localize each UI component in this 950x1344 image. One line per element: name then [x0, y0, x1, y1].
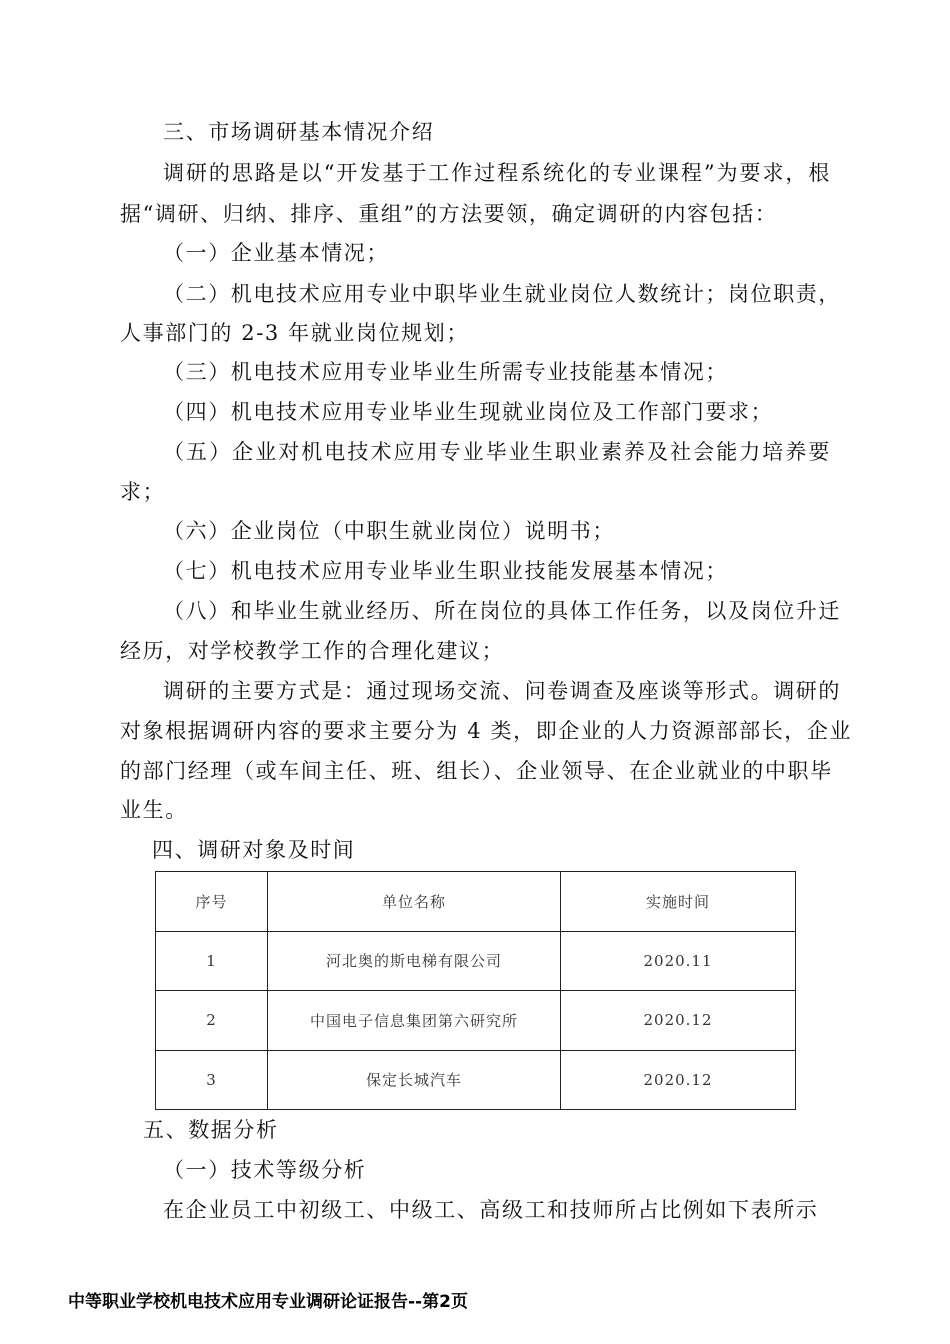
content-item-3: （三）机电技术应用专业毕业生所需专业技能基本情况； — [163, 360, 728, 384]
row-unit-name: 河北奥的斯电梯有限公司 — [268, 931, 561, 991]
row-index: 3 — [156, 1050, 268, 1110]
method-line-4: 业生。 — [120, 798, 188, 822]
row-index: 1 — [156, 931, 268, 991]
section5-subheading: （一）技术等级分析 — [163, 1158, 367, 1182]
row-unit-name: 保定长城汽车 — [268, 1050, 561, 1110]
row-date: 2020.12 — [561, 1050, 796, 1110]
content-item-2: （二）机电技术应用专业中职毕业生就业岗位人数统计；岗位职责， — [163, 282, 841, 306]
content-item-4: （四）机电技术应用专业毕业生现就业岗位及工作部门要求； — [163, 400, 774, 424]
content-item-2-cont: 人事部门的 2-3 年就业岗位规划； — [120, 321, 469, 345]
intro-line-2: 据“调研、归纳、排序、重组”的方法要领，确定调研的内容包括： — [120, 202, 778, 226]
content-item-7: （七）机电技术应用专业毕业生职业技能发展基本情况； — [163, 559, 728, 583]
method-line-1: 调研的主要方式是：通过现场交流、问卷调查及座谈等形式。调研的 — [163, 679, 841, 703]
section4-heading: 四、调研对象及时间 — [152, 838, 356, 862]
row-index: 2 — [156, 991, 268, 1051]
content-item-6: （六）企业岗位（中职生就业岗位）说明书； — [163, 519, 615, 543]
section5-text: 在企业员工中初级工、中级工、高级工和技师所占比例如下表所示 — [163, 1198, 819, 1222]
content-item-1: （一）企业基本情况； — [163, 241, 389, 265]
page-footer: 中等职业学校机电技术应用专业调研论证报告--第2页 — [68, 1292, 468, 1312]
content-item-5-cont: 求； — [120, 480, 166, 504]
method-line-3: 的部门经理（或车间主任、班、组长）、企业领导、在企业就业的中职毕 — [120, 759, 833, 783]
section3-heading: 三、市场调研基本情况介绍 — [163, 120, 435, 144]
content-item-8: （八）和毕业生就业经历、所在岗位的具体工作任务，以及岗位升迁 — [163, 599, 841, 623]
header-date: 实施时间 — [561, 872, 796, 932]
survey-table — [155, 871, 796, 1110]
table-header-row — [156, 872, 796, 932]
table-row — [156, 991, 796, 1051]
table-row — [156, 1050, 796, 1110]
table-row — [156, 931, 796, 991]
intro-line-1: 调研的思路是以“开发基于工作过程系统化的专业课程”为要求，根 — [163, 161, 831, 185]
row-unit-name: 中国电子信息集团第六研究所 — [268, 991, 561, 1051]
row-date: 2020.12 — [561, 991, 796, 1051]
method-line-2: 对象根据调研内容的要求主要分为 4 类，即企业的人力资源部部长，企业 — [120, 719, 853, 743]
header-unit-name: 单位名称 — [268, 872, 561, 932]
header-index: 序号 — [156, 872, 268, 932]
content-item-8-cont: 经历，对学校教学工作的合理化建议； — [120, 639, 505, 663]
content-item-5: （五）企业对机电技术应用专业毕业生职业素养及社会能力培养要 — [163, 440, 831, 464]
row-date: 2020.11 — [561, 931, 796, 991]
section5-heading: 五、数据分析 — [143, 1118, 279, 1142]
